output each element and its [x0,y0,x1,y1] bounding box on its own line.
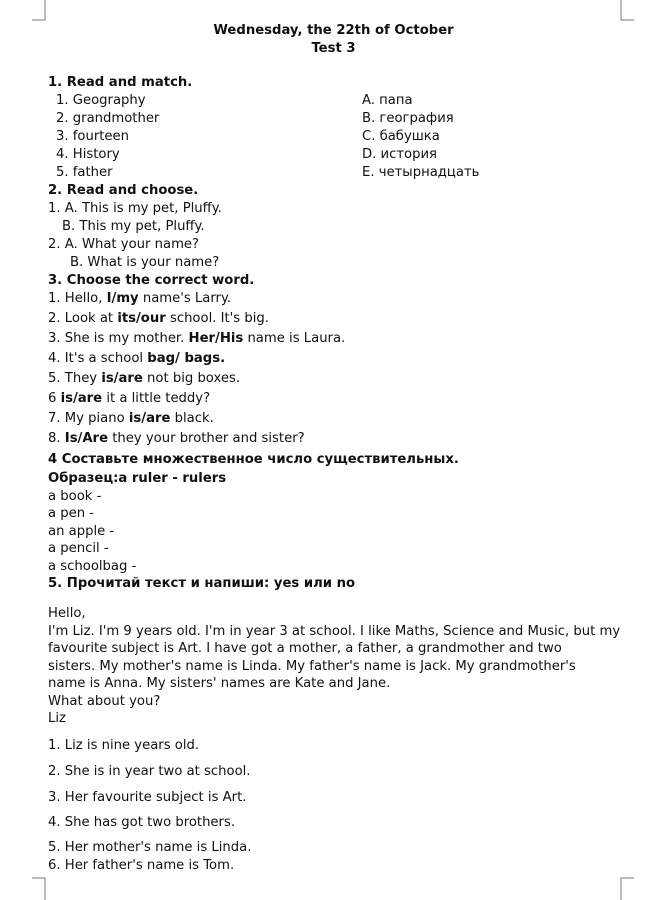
plural-example: Образец:a ruler - rulers [48,471,227,486]
sentence-item [48,412,214,425]
plural-item: a pen - [48,506,95,521]
match-translation: B. география [362,111,454,126]
sentence-part: is/are [60,391,103,406]
crop-mark-bottom-right [620,876,636,900]
match-word: 1. Geography [56,93,146,108]
statement-item: 2. She is in year two at school. [48,764,251,779]
sentence-part: not big boxes. [142,371,241,386]
statement-item: 1. Liz is nine years old. [48,738,200,753]
crop-mark-bottom-left [30,876,46,900]
sentence-item [48,372,240,385]
sentence-part: name's Larry. [138,291,232,306]
crop-mark-top-left [30,0,46,22]
choice-line: B. What is your name? [70,255,220,270]
sentence-part: school. It's big. [165,311,269,326]
task5-heading: 5. Прочитай текст и напиши: yes или no [48,576,356,591]
choice-line: 1. A. This is my pet, Pluffy. [48,201,222,216]
match-translation: D. история [362,147,437,162]
sentence-part: 3. She is my mother. [48,331,189,346]
sentence-part: bag/ bags. [147,351,226,366]
sentence-part: Is/Are [64,431,109,446]
task3-heading: 3. Choose the correct word. [48,273,255,288]
letter-signature: Liz [48,711,66,726]
match-word: 2. grandmother [56,111,160,126]
sentence-part: 8. [48,431,65,446]
choice-line: B. This my pet, Pluffy. [62,219,205,234]
sentence-item [48,392,210,405]
sentence-item [48,292,231,305]
letter-line: sisters. My mother's name is Linda. My father's name is Jack. My grandmother's [48,659,576,674]
plural-item: an apple - [48,524,115,539]
sentence-part: black. [170,411,214,426]
task1-heading: 1. Read and match. [48,75,193,90]
sentence-part: its/our [117,311,166,326]
choice-line: 2. A. What your name? [48,237,200,252]
page-title: Test 3 [311,41,356,56]
sentence-part: 5. They [48,371,102,386]
match-translation: A. папа [362,93,413,108]
letter-line: name is Anna. My sisters' names are Kate and Jane. [48,676,391,691]
sentence-item [48,352,225,365]
sentence-item [48,432,305,445]
plural-item: a pencil - [48,541,109,556]
task4-heading: 4 Составьте множественное число существительных. [48,452,459,467]
sentence-part: 2. Look at [48,311,118,326]
sentence-part: is/are [128,411,171,426]
statement-item: 6. Her father's name is Tom. [48,858,235,873]
match-word: 3. fourteen [56,129,130,144]
task2-heading: 2. Read and choose. [48,183,199,198]
statement-item: 4. She has got two brothers. [48,815,236,830]
sentence-part: 6 [48,391,61,406]
sentence-part: I/my [106,291,139,306]
statement-item: 3. Her favourite subject is Art. [48,790,247,805]
plural-item: a schoolbag - [48,559,137,574]
sentence-part: name is Laura. [243,331,346,346]
sentence-part: Her/His [188,331,244,346]
sentence-part: 1. Hello, [48,291,107,306]
sentence-item [48,332,345,345]
sentence-part: they your brother and sister? [108,431,305,446]
sentence-item [48,312,269,325]
crop-mark-top-right [620,0,636,22]
letter-line: favourite subject is Art. I have got a mother, a father, a grandmother and two [48,641,562,656]
plural-item: a book - [48,489,102,504]
match-translation: E. четырнадцать [362,165,480,180]
sentence-part: is/are [101,371,143,386]
letter-line: What about you? [48,694,161,709]
sentence-part: it a little teddy? [102,391,211,406]
match-translation: C. бабушка [362,129,440,144]
sentence-part: 7. My piano [48,411,129,426]
page-date: Wednesday, the 22th of October [213,23,454,38]
statement-item: 5. Her mother's name is Linda. [48,840,252,855]
match-word: 5. father [56,165,113,180]
letter-line: I'm Liz. I'm 9 years old. I'm in year 3 at school. I like Maths, Science and Music, but my [48,624,621,639]
letter-line: Hello, [48,606,86,621]
match-word: 4. History [56,147,120,162]
sentence-part: 4. It's a school [48,351,148,366]
